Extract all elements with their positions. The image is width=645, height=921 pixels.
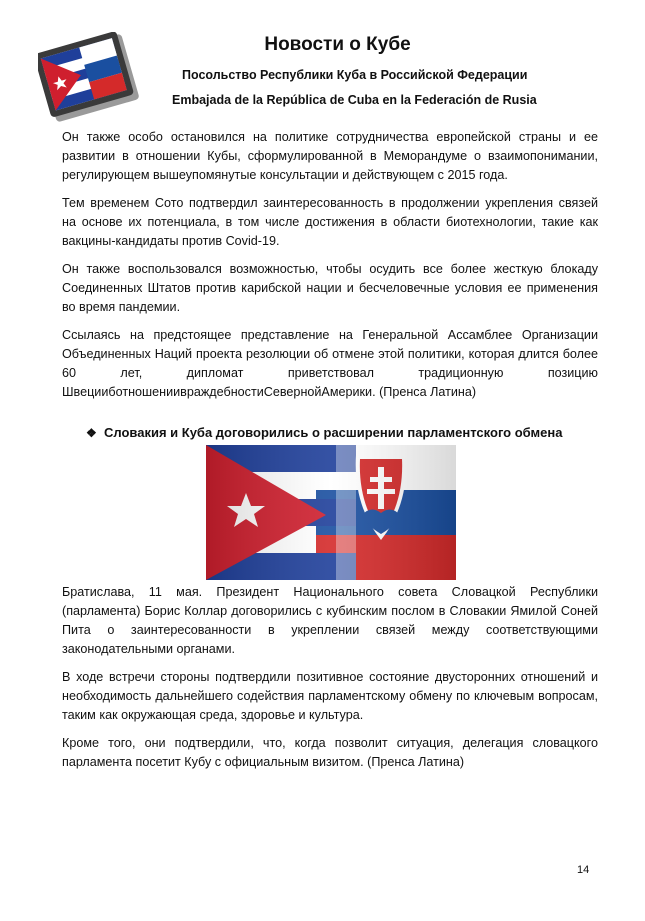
paragraph: Кроме того, они подтвердили, что, когда позволит ситуация, делегация словацкого парламента посетит Кубу с официальным визитом. (Пренса Латина) bbox=[62, 736, 598, 769]
paragraph: Он также воспользовался возможностью, чтобы осудить все более жесткую блокаду Соединенных Штатов против карибской нации и бесчеловечные условия ее применения во время пандемии. bbox=[62, 262, 598, 314]
cuba-slovakia-flags-image bbox=[206, 445, 456, 580]
paragraph: Ссылаясь на предстоящее представление на Генеральной Ассамблее Организации Объединенных Наций проекта резолюции об отмене этой политики, которая длится более 60 лет, дипломат приветствовал традиционную позицию ШвецииботношениивраждебностиСевернойАмерики. (Пренса Латина) bbox=[62, 328, 598, 399]
paragraph: Он также особо остановился на политике сотрудничества европейской страны и ее развитии в отношении Кубы, сформулированной в Меморандуме о взаимопонимании, регулирующем вышеупомянутые консультации и действующем с 2015 года. bbox=[62, 130, 598, 182]
embassy-name-ru: Посольство Республики Куба в Российской Федерации bbox=[182, 68, 528, 82]
paragraph: Тем временем Сото подтвердил заинтересованность в продолжении укрепления связей на основе их потенциала, в том числе достижения в области биотехнологии, такие как вакцины-кандидаты против Covid-19. bbox=[62, 196, 598, 248]
page-number: 14 bbox=[577, 864, 590, 876]
article-2-body bbox=[62, 583, 598, 781]
paragraph: В ходе встречи стороны подтвердили позитивное состояние двусторонних отношений и необходимость дальнейшего содействия парламентскому обмену по ключевым вопросам, таким как окружающая среда, здоровье и культура. bbox=[62, 670, 598, 722]
section-heading bbox=[86, 425, 606, 440]
page-title: Новости о Кубе bbox=[264, 34, 411, 55]
diamond-bullet-icon: ❖ bbox=[86, 426, 97, 440]
article-1-body bbox=[62, 128, 598, 411]
paragraph: Братислава, 11 мая. Президент Национального совета Словацкой Республики (парламента) Борис Коллар договорились с кубинским послом в Словакии Ямилой Соней Пита о заинтересованности в укреплении связей между соответствующими законодательными органами. bbox=[62, 585, 598, 656]
embassy-name-es: Embajada de la República de Cuba en la Federación de Rusia bbox=[172, 93, 537, 107]
section-heading-text: Словакия и Куба договорились о расширении парламентского обмена bbox=[104, 425, 563, 440]
